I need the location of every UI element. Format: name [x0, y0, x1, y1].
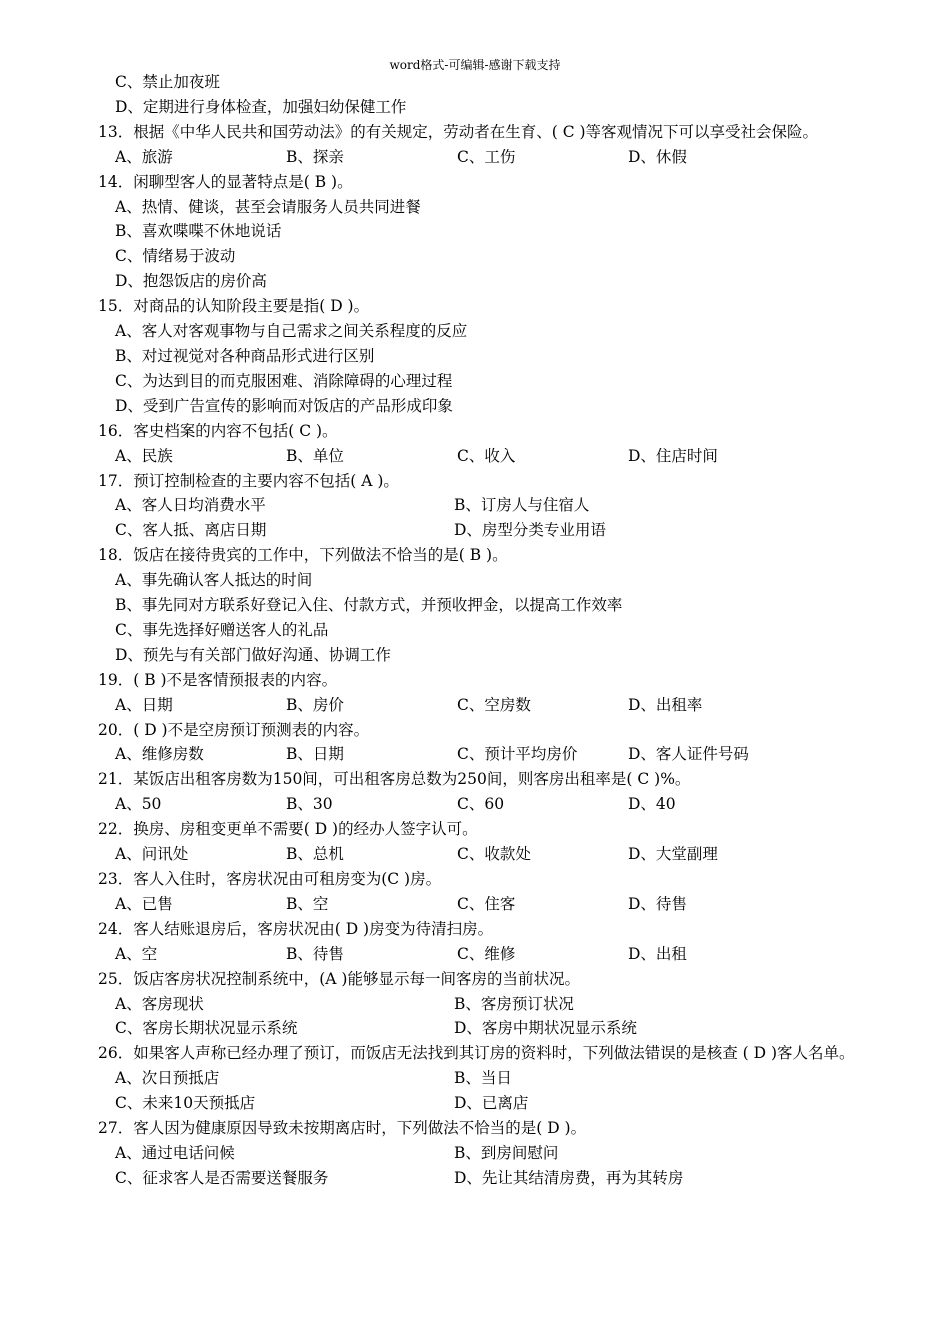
- answer-option: B、单位: [286, 446, 344, 465]
- answer-option: D、住店时间: [628, 446, 718, 465]
- answer-option: B、探亲: [286, 147, 344, 166]
- answer-option: B、对过视觉对各种商品形式进行区别: [115, 346, 375, 365]
- answer-option: C、空房数: [457, 695, 531, 714]
- answer-option: D、休假: [628, 147, 687, 166]
- answer-option: A、已售: [115, 894, 173, 913]
- answer-option: D、受到广告宣传的影响而对饭店的产品形成印象: [115, 396, 453, 415]
- answer-option: D、抱怨饭店的房价高: [115, 272, 267, 291]
- answer-option: A、客人日均消费水平: [115, 496, 266, 515]
- answer-option: B、空: [286, 894, 329, 913]
- answer-option-row: [98, 1016, 860, 1041]
- answer-option: D、先让其结清房费，再为其转房: [454, 1168, 684, 1187]
- question-list: [98, 70, 860, 1191]
- page-header: word格式-可编辑-感谢下载支持: [389, 58, 561, 72]
- question-stem: 27．客人因为健康原因导致未按期离店时，下列做法不恰当的是( D )。: [98, 1119, 587, 1138]
- answer-option: B、待售: [286, 944, 344, 963]
- answer-option: C、征求客人是否需要送餐服务: [115, 1168, 329, 1187]
- answer-option: B、客房预订状况: [454, 994, 574, 1013]
- answer-option: D、出租率: [628, 695, 703, 714]
- question-stem: 14．闲聊型客人的显著特点是( B )。: [98, 172, 353, 191]
- answer-option: C、收款处: [457, 845, 531, 864]
- question-stem: 20．( D )不是空房预订预测表的内容。: [98, 720, 370, 739]
- answer-option: B、喜欢喋喋不休地说话: [115, 222, 282, 241]
- answer-option: D、定期进行身体检查，加强妇幼保健工作: [115, 97, 407, 116]
- answer-option-row: [98, 792, 860, 817]
- answer-option: B、房价: [286, 695, 344, 714]
- answer-option-row: [98, 942, 860, 967]
- answer-option: A、民族: [115, 446, 173, 465]
- answer-option: B、总机: [286, 845, 344, 864]
- answer-option: B、30: [286, 795, 333, 814]
- question-stem: 25．饭店客房状况控制系统中，(A )能够显示每一间客房的当前状况。: [98, 969, 580, 988]
- answer-option: B、到房间慰问: [454, 1143, 559, 1162]
- answer-option: C、预计平均房价: [457, 745, 578, 764]
- answer-option-row: [98, 992, 860, 1017]
- answer-option-row: [98, 1141, 860, 1166]
- answer-option-row: [98, 842, 860, 867]
- answer-option-row: [98, 444, 860, 469]
- answer-option: C、未来10天预抵店: [115, 1094, 256, 1113]
- question-stem: 23．客人入住时，客房状况由可租房变为(C )房。: [98, 870, 442, 888]
- answer-option: A、热情、健谈，甚至会请服务人员共同进餐: [115, 197, 421, 216]
- answer-option-row: [98, 742, 860, 767]
- answer-option: B、事先同对方联系好登记入住、付款方式，并预收押金，以提高工作效率: [115, 596, 623, 615]
- answer-option: D、已离店: [454, 1094, 529, 1113]
- answer-option: A、旅游: [115, 147, 173, 166]
- answer-option: A、事先确认客人抵达的时间: [115, 571, 313, 590]
- question-stem: 21．某饭店出租客房数为150间，可出租客房总数为250间，则客房出租率是( C )%。: [98, 770, 691, 789]
- answer-option: D、客房中期状况显示系统: [454, 1019, 637, 1038]
- answer-option: A、日期: [115, 695, 173, 714]
- answer-option: C、工伤: [457, 147, 516, 166]
- question-stem: 13．根据《中华人民共和国劳动法》的有关规定，劳动者在生育、( C )等客观情况下可以享受社会保险。: [98, 122, 819, 141]
- answer-option: C、维修: [457, 944, 516, 963]
- answer-option: D、出租: [628, 944, 687, 963]
- answer-option: D、大堂副理: [628, 845, 718, 864]
- answer-option: A、客房现状: [115, 994, 204, 1013]
- answer-option-row: [98, 145, 860, 170]
- answer-option: D、房型分类专业用语: [454, 521, 606, 540]
- answer-option: B、当日: [454, 1069, 512, 1088]
- question-stem: 26．如果客人声称已经办理了预订，而饭店无法找到其订房的资料时，下列做法错误的是核查 ( D )客人名单。: [98, 1044, 855, 1063]
- answer-option-row: [98, 1066, 860, 1091]
- question-stem: 17．预订控制检查的主要内容不包括( A )。: [98, 471, 399, 490]
- answer-option: A、客人对客观事物与自己需求之间关系程度的反应: [115, 322, 468, 341]
- answer-option: D、预先与有关部门做好沟通、协调工作: [115, 645, 391, 664]
- answer-option-row: [98, 518, 860, 543]
- answer-option: C、收入: [457, 446, 516, 465]
- answer-option: A、通过电话问候: [115, 1143, 235, 1162]
- question-stem: 22．换房、房租变更单不需要( D )的经办人签字认可。: [98, 820, 478, 839]
- answer-option-row: [98, 1166, 860, 1191]
- question-stem: 24．客人结账退房后，客房状况由( D )房变为待清扫房。: [98, 919, 494, 938]
- answer-option: A、维修房数: [115, 745, 204, 764]
- answer-option: D、待售: [628, 894, 687, 913]
- answer-option-row: [98, 493, 860, 518]
- answer-option: C、情绪易于波动: [115, 247, 236, 266]
- answer-option: D、客人证件号码: [628, 745, 749, 764]
- answer-option-row: [98, 693, 860, 718]
- answer-option: C、事先选择好赠送客人的礼品: [115, 620, 329, 639]
- answer-option-row: [98, 892, 860, 917]
- answer-option: A、50: [115, 795, 162, 814]
- answer-option: A、次日预抵店: [115, 1069, 220, 1088]
- answer-option: A、空: [115, 944, 158, 963]
- answer-option: C、禁止加夜班: [115, 73, 220, 91]
- answer-option: C、客房长期状况显示系统: [115, 1019, 298, 1038]
- question-stem: 16．客史档案的内容不包括( C )。: [98, 421, 338, 440]
- answer-option: C、60: [457, 795, 505, 814]
- answer-option: C、住客: [457, 894, 516, 913]
- answer-option-row: [98, 1091, 860, 1116]
- answer-option: C、客人抵、离店日期: [115, 521, 267, 540]
- answer-option: B、订房人与住宿人: [454, 496, 590, 515]
- question-stem: 15．对商品的认知阶段主要是指( D )。: [98, 297, 370, 316]
- answer-option: A、问讯处: [115, 845, 189, 864]
- question-stem: 18．饭店在接待贵宾的工作中，下列做法不恰当的是( B )。: [98, 546, 508, 565]
- answer-option: B、日期: [286, 745, 344, 764]
- answer-option: D、40: [628, 795, 676, 814]
- answer-option: C、为达到目的而克服困难、消除障碍的心理过程: [115, 371, 453, 390]
- question-stem: 19．( B )不是客情预报表的内容。: [98, 670, 338, 689]
